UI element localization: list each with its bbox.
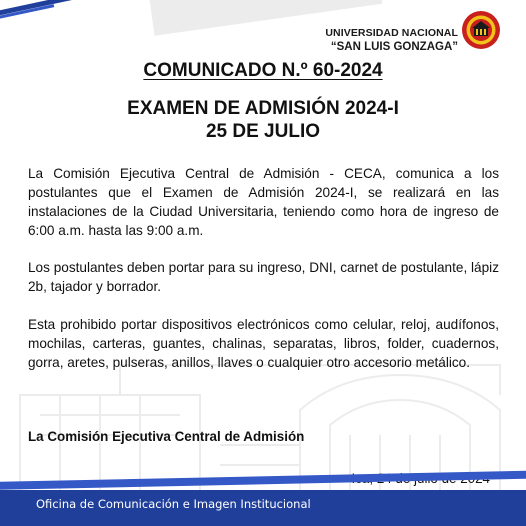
paragraph-prohibitions: Esta prohibido portar dispositivos electrónicos como celular, reloj, audífonos, mochilas, carteras, guantes, chalinas, separatas, libros, folder, cuadernos, gorra, aretes, pulseras, anillos, llaves o cualquier otro accesorio metálico. — [28, 317, 499, 370]
paragraph-requirements: Los postulantes deben portar para su ingreso, DNI, carnet de postulante, lápiz 2b, tajador y borrador. — [28, 260, 499, 294]
footer-office-name: Oficina de Comunicación e Imagen Institucional — [36, 497, 311, 511]
decorative-stripe — [0, 0, 79, 23]
university-name — [316, 27, 458, 53]
university-name-line2: “SAN LUIS GONZAGA” — [330, 41, 458, 53]
notice-title: EXAMEN DE ADMISIÓN 2024-I — [127, 98, 399, 119]
university-name-line1: UNIVERSIDAD NACIONAL — [325, 27, 458, 39]
notice-number: COMUNICADO N.º 60-2024 — [143, 60, 383, 81]
notice-date-title: 25 DE JULIO — [205, 121, 321, 142]
paragraph-schedule: La Comisión Ejecutiva Central de Admisión - CECA, comunica a los postulantes que el Examen de Admisión 2024-I, se realizará en las instalaciones de la Ciudad Universitaria, teniendo como hora de ingreso de 6:00 a.m. hasta las 9:00 a.m. — [28, 166, 499, 238]
signature: La Comisión Ejecutiva Central de Admisión — [28, 429, 305, 444]
university-seal-icon — [461, 10, 501, 50]
